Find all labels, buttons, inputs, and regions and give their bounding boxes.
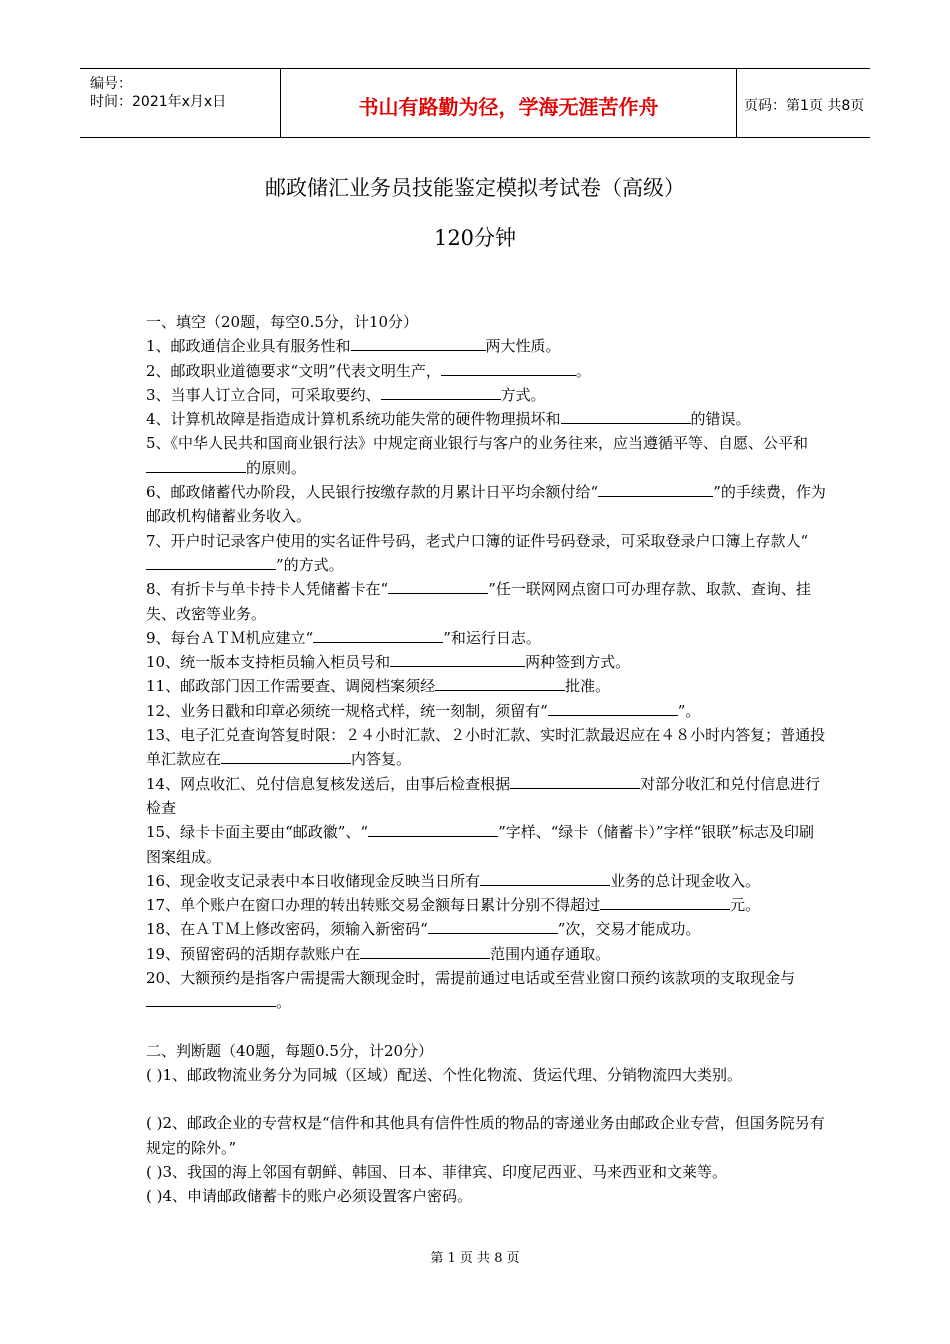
document-title: 邮政储汇业务员技能鉴定模拟考试卷（高级） [265,176,685,200]
header-time: 时间：2021年x月x日 [90,94,227,110]
answer-blank[interactable] [435,676,565,691]
judgment-item: ( )2、邮政企业的专营权是“信件和其他具有信件性质的物品的寄递业务由邮政企业专营，但国务院另有规定的除外。” [146,1114,825,1157]
answer-blank[interactable] [480,871,610,886]
question-2: 2、邮政职业道德要求“文明”代表文明生产， 。 [146,361,591,380]
answer-blank[interactable] [441,361,576,376]
page-footer: 第 1 页 共 8 页 [430,1251,520,1266]
header-number: 编号： [90,76,132,92]
header-page-info: 页码：第1页 共8页 [744,98,865,114]
answer-blank[interactable] [351,336,486,351]
answer-blank[interactable] [390,652,525,667]
section1-heading: 一、填空（20题，每空0.5分，计10分） [146,313,419,331]
question-16: 16、现金收支记录表中本日收储现金反映当日所有 业务的总计现金收入。 [146,871,761,890]
header-page-cell [735,69,870,137]
question-8: 8、有折卡与单卡持卡人凭储蓄卡在“ ”任一联网网点窗口可办理存款、取款、查询、挂失、改密等业务。 [146,580,811,623]
answer-blank[interactable] [561,409,691,424]
question-4: 4、计算机故障是指造成计算机系统功能失常的硬件物理损坏和 的错误。 [146,410,751,429]
question-1: 1、邮政通信企业具有服务性和 两大性质。 [146,337,561,356]
header-slogan: 书山有路勤为径，学海无涯苦作舟 [358,95,659,119]
question-19: 19、预留密码的活期存款账户在 范围内通存通取。 [146,944,611,963]
answer-blank[interactable] [510,774,640,789]
question-3: 3、当事人订立合同，可采取要约、 方式。 [146,385,546,404]
judgment-item: ( )3、我国的海上邻国有朝鲜、韩国、日本、菲律宾、印度尼西亚、马来西亚和文莱等。 [146,1162,728,1181]
question-9: 9、每台ＡＴＭ机应建立“ ”和运行日志。 [146,628,541,647]
answer-blank[interactable] [313,628,443,643]
header-slogan-cell [280,69,737,137]
answer-blank[interactable] [146,555,276,570]
section2-heading: 二、判断题（40题，每题0.5分，计20分） [146,1041,434,1060]
judgment-item: ( )1、邮政物流业务分为同城（区域）配送、个性化物流、货运代理、分销物流四大类别。 [146,1065,743,1084]
exam-body [146,310,826,1208]
answer-blank[interactable] [146,458,246,473]
page-header [80,68,870,138]
answer-blank[interactable] [598,482,713,497]
question-12: 12、业务日戳和印章必须统一规格式样，统一刻制，须留有“ ”。 [146,701,701,720]
answer-blank[interactable] [428,919,558,934]
question-15: 15、绿卡卡面主要由“邮政徽”、“ ”字样、“绿卡（储蓄卡）”字样“银联”标志及印刷图案组成。 [146,823,814,866]
question-5: 5、《中华人民共和国商业银行法》中规定商业银行与客户的业务往来，应当遵循平等、自愿、公平和的原则。 [146,434,809,477]
answer-blank[interactable] [381,385,501,400]
question-7: 7、开户时记录客户使用的实名证件号码，老式户口簿的证件号码登录，可采取登录户口簿上存款人“”的方式。 [146,531,809,574]
question-18: 18、在ＡＴＭ上修改密码，须输入新密码“ ”次，交易才能成功。 [146,920,701,939]
document-duration: 120分钟 [433,226,517,250]
question-17: 17、单个账户在窗口办理的转出转账交易金额每日累计分别不得超过 元。 [146,896,761,915]
question-10: 10、统一版本支持柜员输入柜员号和 两种签到方式。 [146,653,631,672]
question-14: 14、网点收汇、兑付信息复核发送后，由事后检查根据 对部分收汇和兑付信息进行检查 [146,774,821,817]
answer-blank[interactable] [548,701,678,716]
judgment-item: ( )4、申请邮政储蓄卡的账户必须设置客户密码。 [146,1187,473,1206]
answer-blank[interactable] [368,822,498,837]
question-11: 11、邮政部门因工作需要查、调阅档案须经 批准。 [146,677,611,696]
question-6: 6、邮政储蓄代办阶段，人民银行按缴存款的月累计日平均余额付给“ ”的手续费，作为邮政机构储蓄业务收入。 [146,483,826,526]
answer-blank[interactable] [600,895,730,910]
answer-blank[interactable] [221,749,351,764]
answer-blank[interactable] [388,579,488,594]
header-meta [80,69,280,137]
answer-blank[interactable] [146,992,276,1007]
answer-blank[interactable] [360,944,490,959]
question-20: 20、大额预约是指客户需提需大额现金时，需提前通过电话或至营业窗口预约该款项的支取现金与。 [146,969,796,1012]
question-13: 13、电子汇兑查询答复时限：２４小时汇款、２小时汇款、实时汇款最迟应在４８小时内答复；普通投单汇款应在 内答复。 [146,726,826,769]
